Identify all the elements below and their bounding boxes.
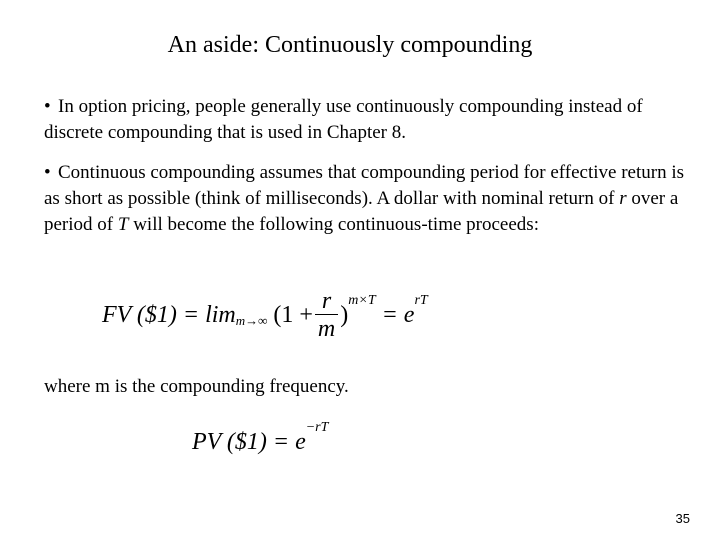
eq1-open: (1 +	[273, 301, 313, 328]
paragraph-1-text: In option pricing, people generally use continuously compounding instead of discrete compounding that is used in Chapter 8.	[44, 96, 643, 143]
eq1-close: )	[340, 301, 349, 328]
paragraph-2-text-a: Continuous compounding assumes that compounding period for effective return is as short as possible (think of milliseconds). A dollar with nominal return of	[44, 162, 685, 209]
eq2-exponent: −rT	[305, 420, 329, 435]
variable-T: T	[117, 214, 129, 235]
bullet-paragraph-2	[44, 160, 684, 238]
page-number: 35	[675, 511, 690, 526]
bullet-paragraph-1	[44, 94, 684, 146]
present-value-equation	[192, 420, 329, 460]
variable-r: r	[619, 188, 627, 209]
bullet-icon: •	[44, 162, 51, 183]
bullet-icon: •	[44, 96, 51, 117]
slide-title: An aside: Continuously compounding	[167, 32, 533, 58]
eq1-rhs: = e	[381, 301, 415, 328]
eq1-numerator: r	[321, 287, 332, 314]
eq2-lhs: PV ($1) = e	[192, 428, 306, 455]
paragraph-3: where m is the compounding frequency.	[44, 376, 349, 397]
paragraph-2-text-b: over a period of	[44, 188, 679, 235]
eq1-exponent: m×T	[348, 293, 376, 308]
eq1-limit-subscript: m→∞	[235, 313, 268, 328]
eq1-lhs: FV ($1) = lim	[102, 301, 236, 328]
eq1-fraction	[315, 288, 338, 343]
future-value-equation	[102, 282, 428, 348]
paragraph-2-text-c: will become the following continuous-time proceeds:	[128, 214, 539, 235]
eq1-denominator: m	[317, 315, 336, 342]
eq1-rhs-exponent: rT	[414, 293, 428, 308]
